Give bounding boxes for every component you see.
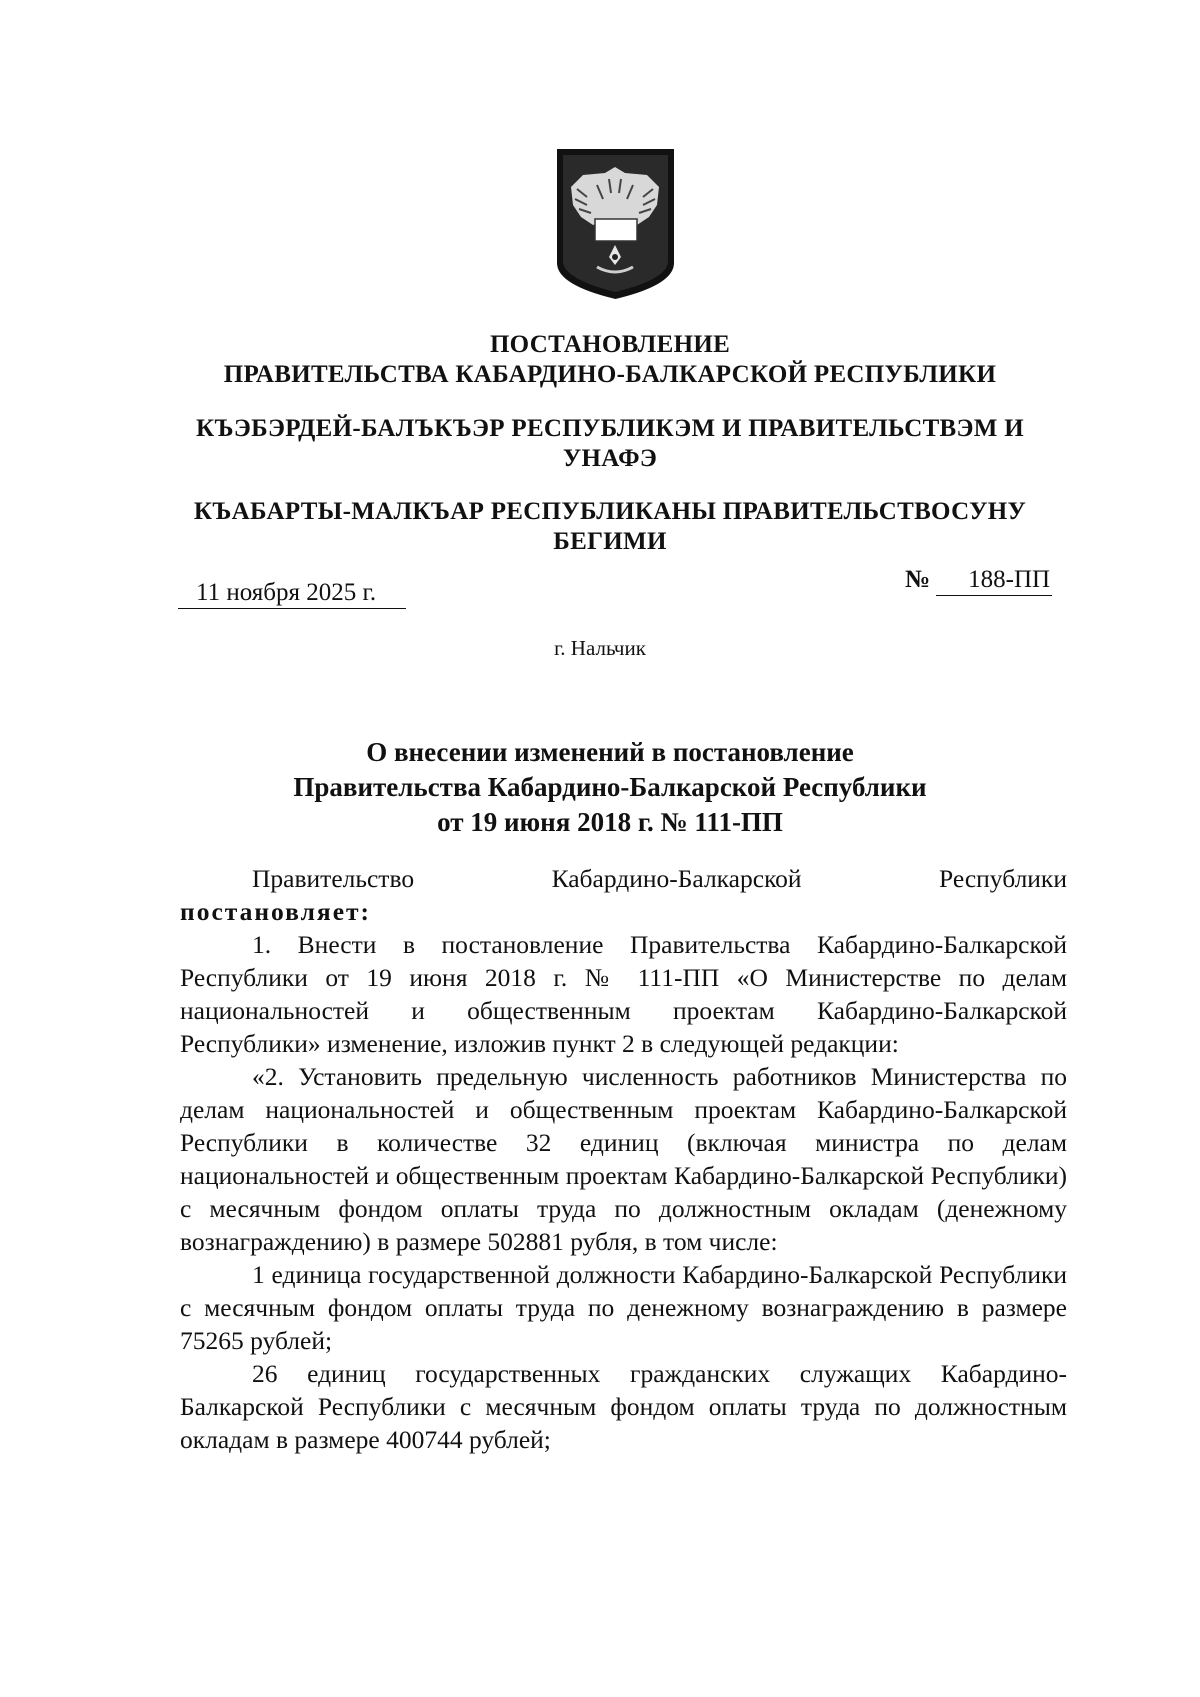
- document-date: [178, 578, 406, 609]
- date-value: 11 ноября 2025 г.: [178, 578, 406, 609]
- balkar-heading-line2: БЕГИМИ: [553, 528, 667, 555]
- document-number: [905, 565, 1052, 596]
- number-value: 188-ПП: [936, 565, 1052, 596]
- document-title: [180, 735, 1040, 840]
- document-body: [180, 862, 1067, 1456]
- preamble: [180, 862, 1067, 895]
- balkar-heading: [180, 497, 1040, 557]
- preamble-word-1: Правительство: [252, 864, 415, 893]
- city: г. Нальчик: [554, 636, 646, 660]
- preamble-word-2: Кабардино-Балкарской: [551, 864, 802, 893]
- kabardian-heading-line1: КЪЭБЭРДЕЙ-БАЛЪКЪЭР РЕСПУБЛИКЭМ И ПРАВИТЕЛЬСТВЭМ И: [196, 415, 1024, 442]
- issuer-name: ПРАВИТЕЛЬСТВА КАБАРДИНО-БАЛКАРСКОЙ РЕСПУБЛИКИ: [223, 361, 997, 388]
- number-sign: №: [905, 566, 931, 593]
- document-type-heading: [180, 330, 1040, 390]
- paragraph-2: «2. Установить предельную численность работников Министерства по делам национальностей и общественным проектам Кабардино-Балкарской Республики в количестве 32 единиц (включая министра по делам национальностей и общественным проектам Кабардино-Балкарской Республики) с месячным фондом оплаты труда по должностным окладам (денежному вознаграждению) в размере 502881 рубля, в том числе:: [180, 1062, 1067, 1256]
- title-line2: Правительства Кабардино-Балкарской Республики: [293, 772, 927, 802]
- paragraph-1: 1. Внести в постановление Правительства Кабардино-Балкарской Республики от 19 июня 2018 г. № 111-ПП «О Министерстве по делам национальностей и общественным проектам Кабардино-Балкарской Республики» изменение, изложив пункт 2 в следующей редакции:: [180, 930, 1067, 1058]
- coat-of-arms-icon: [553, 145, 678, 303]
- balkar-heading-line1: КЪАБАРТЫ-МАЛКЪАР РЕСПУБЛИКАНЫ ПРАВИТЕЛЬСТВОСУНУ: [193, 498, 1027, 525]
- paragraph-3: 1 единица государственной должности Кабардино-Балкарской Республики с месячным фондом оплаты труда по денежному вознаграждению в размере 75265 рублей;: [180, 1260, 1067, 1355]
- document-type: ПОСТАНОВЛЕНИЕ: [489, 331, 731, 358]
- kabardian-heading: [180, 414, 1040, 474]
- kabardian-heading-line2: УНАФЭ: [562, 445, 658, 472]
- title-line1: О внесении изменений в постановление: [366, 737, 854, 767]
- decrees-word: постановляет:: [180, 897, 372, 926]
- title-line3: от 19 июня 2018 г. № 111-ПП: [437, 807, 783, 837]
- preamble-word-3: Республики: [939, 864, 1067, 893]
- paragraph-4: 26 единиц государственных гражданских служащих Кабардино-Балкарской Республики с месячным фондом оплаты труда по должностным окладам в размере 400744 рублей;: [180, 1359, 1067, 1454]
